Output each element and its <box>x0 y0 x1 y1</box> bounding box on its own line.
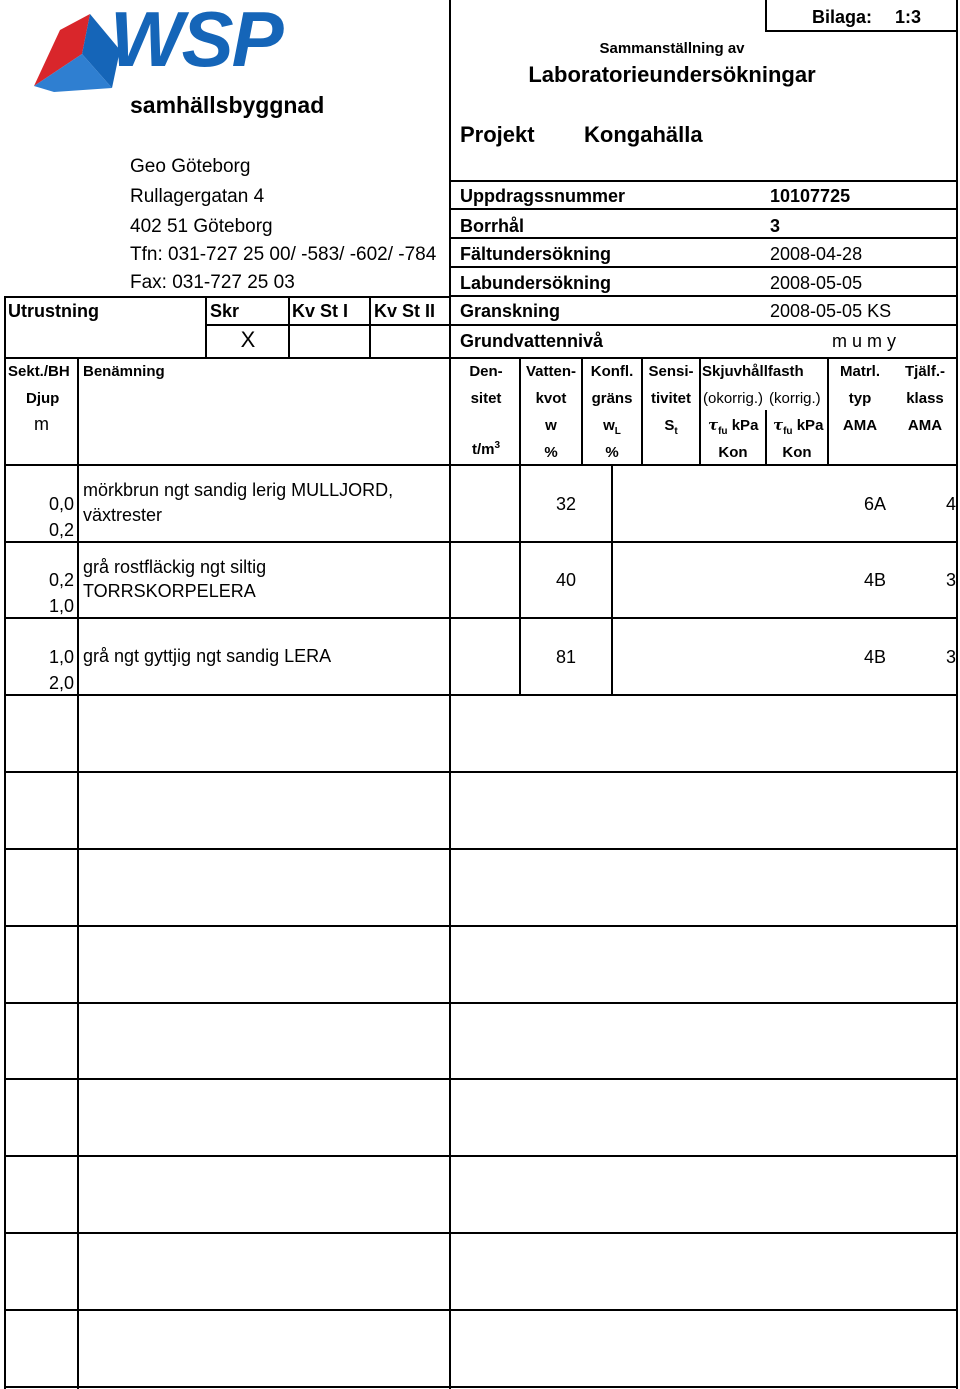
row-water-content: 81 <box>555 647 577 667</box>
header-shear: Skjuvhållfasth <box>702 363 804 380</box>
row-material-type: 4B <box>863 570 887 590</box>
company-phone: Tfn: 031-727 25 00/ -583/ -602/ -784 <box>130 244 437 265</box>
header-shear-uncorr: (okorrig.) <box>703 390 764 407</box>
header-shear-tau-1: $\tau_{fu}$ kPa <box>708 416 759 437</box>
project-value: Kongahälla <box>584 122 703 147</box>
row-frost-class: 3 <box>945 647 956 667</box>
assignment-label: Uppdragssnummer <box>460 186 626 206</box>
lab-value: 2008-05-05 <box>770 273 863 293</box>
equipment-kv2: Kv St II <box>374 301 436 321</box>
header-sensitivity-2: tivitet <box>650 390 691 407</box>
row-description: grå rostfläckig ngt siltig <box>83 557 267 577</box>
header-sensitivity-1: Sensi- <box>648 363 694 380</box>
header-water-3: w <box>545 417 557 434</box>
row-depth-from: 1,0 <box>48 647 74 667</box>
header-shear-corr: (korrig.) <box>769 390 821 407</box>
header-liquid-limit-1: Konfl. <box>590 363 634 380</box>
header-density-2: sitet <box>470 390 502 407</box>
equipment-label: Utrustning <box>8 301 99 321</box>
header-density-unit: $t/m^3$ <box>471 440 501 458</box>
groundwater-label: Grundvattennivå <box>460 331 604 351</box>
row-water-content: 32 <box>555 494 577 514</box>
header-liquid-limit-unit: % <box>605 444 619 461</box>
lab-label: Labundersökning <box>460 273 612 293</box>
borehole-value: 3 <box>770 216 781 236</box>
row-description-2: TORRSKORPELERA <box>83 581 256 601</box>
company-city: 402 51 Göteborg <box>130 216 273 237</box>
company-street: Rullagergatan 4 <box>130 186 265 207</box>
header-frost-2: klass <box>906 390 944 407</box>
row-depth-from: 0,0 <box>48 494 74 514</box>
row-frost-class: 3 <box>945 570 956 590</box>
project-label: Projekt <box>460 122 535 147</box>
header-shear-unit-2: Kon <box>782 444 812 461</box>
company-division: samhällsbyggnad <box>130 92 325 118</box>
logo-text: WSP <box>110 0 282 83</box>
header-benamning: Benämning <box>83 363 165 380</box>
header-liquid-limit-2: gräns <box>591 390 633 407</box>
row-description: mörkbrun ngt sandig lerig MULLJORD, <box>83 480 394 500</box>
header-frost-3: AMA <box>907 417 943 434</box>
report-subtitle: Sammanställning av <box>599 40 745 57</box>
header-sensitivity-3: $S_t$ <box>664 417 678 437</box>
company-fax: Fax: 031-727 25 03 <box>130 272 295 293</box>
row-water-content: 40 <box>555 570 577 590</box>
row-depth-from: 0,2 <box>48 570 74 590</box>
header-water-2: kvot <box>535 390 567 407</box>
header-material-2: typ <box>848 390 872 407</box>
groundwater-value: m u m y <box>832 331 897 351</box>
row-description-2: växtrester <box>83 505 163 525</box>
header-water-1: Vatten- <box>525 363 576 380</box>
attachment-label: Bilaga: <box>812 7 873 27</box>
row-material-type: 4B <box>863 647 887 667</box>
header-density-1: Den- <box>469 363 503 380</box>
header-material-1: Matrl. <box>839 363 880 380</box>
header-shear-tau-2: $\tau_{fu}$ kPa <box>773 416 824 437</box>
company-office: Geo Göteborg <box>130 156 251 177</box>
header-sekt: Sekt./BH <box>8 363 70 380</box>
header-frost-1: Tjälf.- <box>905 363 945 380</box>
field-value: 2008-04-28 <box>770 244 863 264</box>
header-material-3: AMA <box>842 417 878 434</box>
attachment-value: 1:3 <box>895 7 922 27</box>
borehole-label: Borrhål <box>460 216 525 236</box>
equipment-skr: Skr <box>210 301 240 321</box>
review-label: Granskning <box>460 301 561 321</box>
review-value: 2008-05-05 KS <box>770 301 892 321</box>
report-title: Laboratorieundersökningar <box>528 62 816 87</box>
row-frost-class: 4 <box>945 494 956 514</box>
header-water-unit: % <box>544 444 558 461</box>
row-depth-to: 1,0 <box>48 596 74 616</box>
row-description: grå ngt gyttjig ngt sandig LERA <box>83 646 332 666</box>
row-depth-to: 2,0 <box>48 673 74 693</box>
equipment-skr-mark: X <box>240 327 256 352</box>
equipment-kv1: Kv St I <box>292 301 349 321</box>
header-m: m <box>34 414 49 434</box>
header-liquid-limit-3: $w_L$ <box>603 417 621 437</box>
assignment-value: 10107725 <box>770 186 851 206</box>
header-djup: Djup <box>26 390 60 407</box>
header-shear-unit-1: Kon <box>718 444 748 461</box>
row-material-type: 6A <box>863 494 887 514</box>
row-depth-to: 0,2 <box>48 520 74 540</box>
field-label: Fältundersökning <box>460 244 612 264</box>
